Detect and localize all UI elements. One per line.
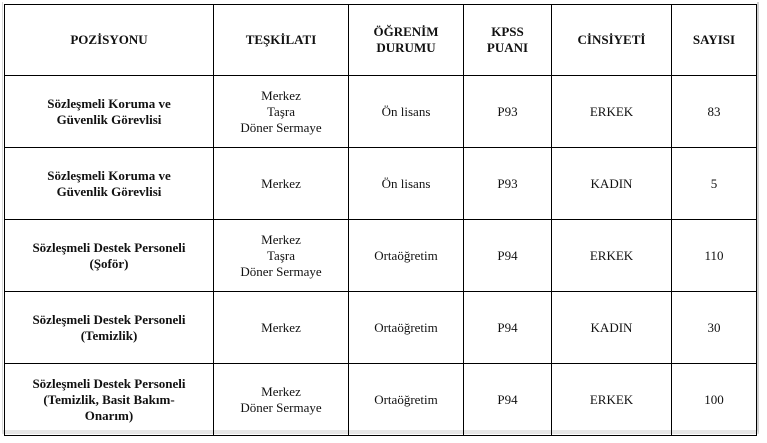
cell-ogrenim: Ortaöğretim	[349, 292, 464, 364]
cell-teskilat	[214, 364, 349, 436]
cell-cinsiyet: ERKEK	[552, 364, 672, 436]
pozisyon-line: Güvenlik Görevlisi	[56, 111, 162, 127]
cell-teskilat	[214, 148, 349, 220]
teskilat-line: Döner Sermaye	[240, 399, 322, 415]
cell-pozisyon	[5, 76, 214, 148]
cell-sayi: 83	[672, 76, 757, 148]
pozisyon-line: (Şoför)	[89, 255, 129, 271]
pozisyon-line: Sözleşmeli Destek Personeli	[32, 239, 186, 255]
cell-sayi: 30	[672, 292, 757, 364]
cell-kpss: P94	[464, 292, 552, 364]
header-ogrenim	[349, 5, 464, 76]
cell-kpss: P94	[464, 364, 552, 436]
pozisyon-line: Onarım)	[84, 407, 134, 423]
cell-ogrenim: Ortaöğretim	[349, 364, 464, 436]
cell-kpss: P93	[464, 76, 552, 148]
cell-sayi: 100	[672, 364, 757, 436]
cell-cinsiyet: KADIN	[552, 292, 672, 364]
table-body	[5, 76, 757, 436]
table-row	[5, 76, 757, 148]
cell-pozisyon	[5, 292, 214, 364]
teskilat-line: Merkez	[261, 87, 301, 103]
pozisyon-line: (Temizlik)	[80, 327, 138, 343]
pozisyon-line: Sözleşmeli Koruma ve	[47, 95, 171, 111]
cell-ogrenim: Ortaöğretim	[349, 220, 464, 292]
header-kpss	[464, 5, 552, 76]
teskilat-line: Merkez	[261, 231, 301, 247]
teskilat-line: Taşra	[267, 247, 295, 263]
cell-teskilat	[214, 292, 349, 364]
teskilat-line: Merkez	[261, 383, 301, 399]
cell-cinsiyet: ERKEK	[552, 76, 672, 148]
cell-teskilat	[214, 220, 349, 292]
cell-pozisyon	[5, 220, 214, 292]
header-pozisyon: POZİSYONU	[5, 5, 214, 76]
table-row	[5, 292, 757, 364]
header-teskilat: TEŞKİLATI	[214, 5, 349, 76]
position-table	[4, 4, 757, 436]
cell-sayi: 110	[672, 220, 757, 292]
header-kpss-line: PUANI	[486, 40, 529, 55]
pozisyon-line: Güvenlik Görevlisi	[56, 183, 162, 199]
cell-ogrenim: Ön lisans	[349, 76, 464, 148]
teskilat-line: Taşra	[267, 103, 295, 119]
cell-ogrenim: Ön lisans	[349, 148, 464, 220]
header-row	[5, 5, 757, 76]
cell-kpss: P94	[464, 220, 552, 292]
header-kpss-line: KPSS	[491, 24, 524, 39]
cell-teskilat	[214, 76, 349, 148]
teskilat-line: Merkez	[261, 319, 301, 335]
header-ogrenim-line: ÖĞRENİM	[373, 24, 439, 39]
pozisyon-line: Sözleşmeli Destek Personeli	[32, 311, 186, 327]
cell-pozisyon	[5, 364, 214, 436]
pozisyon-line: Sözleşmeli Destek Personeli	[32, 375, 186, 391]
teskilat-line: Döner Sermaye	[240, 263, 322, 279]
table-row	[5, 148, 757, 220]
cell-cinsiyet: KADIN	[552, 148, 672, 220]
cell-cinsiyet: ERKEK	[552, 220, 672, 292]
pozisyon-line: (Temizlik, Basit Bakım-	[43, 391, 175, 407]
table-row	[5, 220, 757, 292]
header-ogrenim-line: DURUMU	[376, 40, 436, 55]
cell-kpss: P93	[464, 148, 552, 220]
teskilat-line: Döner Sermaye	[240, 119, 322, 135]
pozisyon-line: Sözleşmeli Koruma ve	[47, 167, 171, 183]
table-header	[5, 5, 757, 76]
teskilat-line: Merkez	[261, 175, 301, 191]
cell-sayi: 5	[672, 148, 757, 220]
header-cinsiyet: CİNSİYETİ	[552, 5, 672, 76]
cell-pozisyon	[5, 148, 214, 220]
table-row	[5, 364, 757, 436]
header-sayi: SAYISI	[672, 5, 757, 76]
